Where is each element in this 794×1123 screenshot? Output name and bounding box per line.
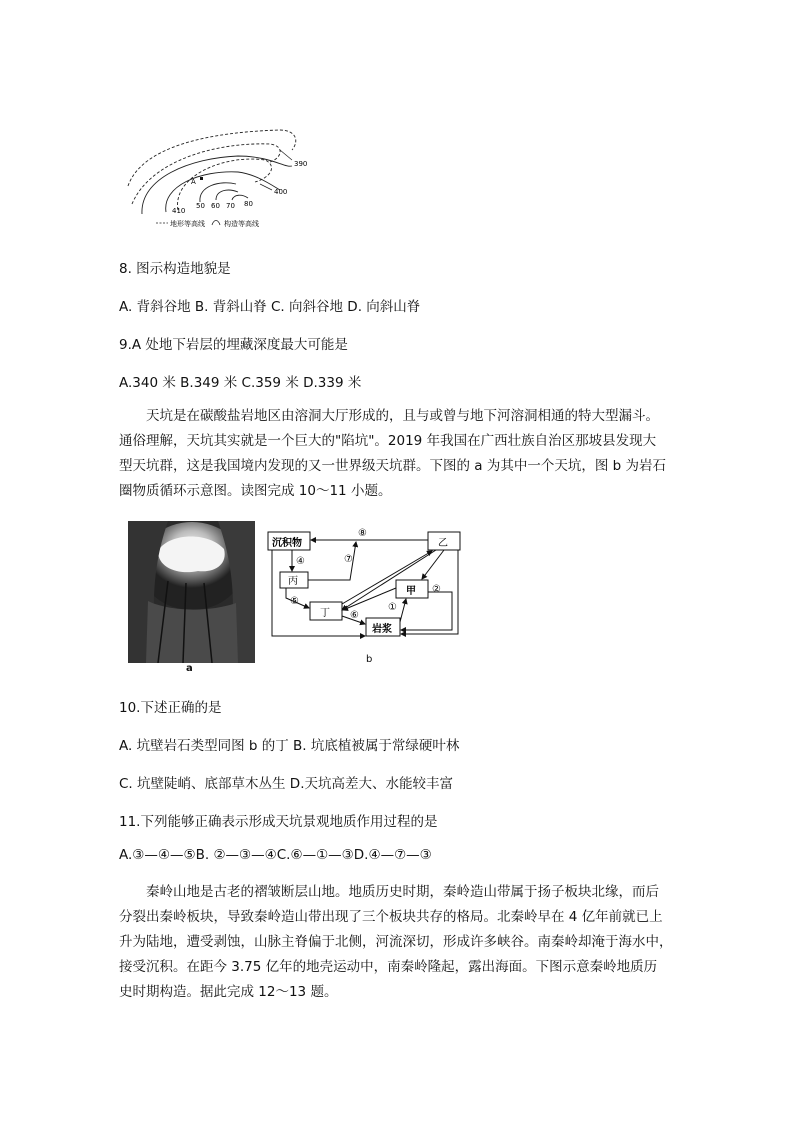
q10-options-line1: A. 坑壁岩石类型同图 b 的丁 B. 坑底植被属于常绿硬叶林 [119, 738, 460, 754]
passage1-line1: 天坑是在碳酸盐岩地区由溶洞大厅形成的，且与或曾与地下河溶洞相通的特大型漏斗。 [146, 408, 659, 424]
figure-b-caption: b [366, 654, 373, 665]
passage1-line3: 型天坑群，这是我国境内发现的又一世界级天坑群。下图的 a 为其中一个天坑，图 b 为岩石 [119, 458, 667, 474]
arrow-7-label: ⑦ [344, 554, 353, 565]
arrow-6-label: ⑥ [350, 610, 359, 621]
passage1-line4: 圈物质循环示意图。读图完成 10～11 小题。 [119, 483, 392, 499]
box-yi-label: 乙 [438, 538, 448, 549]
q10-options-line2: C. 坑壁陡峭、底部草木丛生 D.天坑高差大、水能较丰富 [119, 776, 453, 792]
figure-a-caption: a [186, 663, 193, 674]
q9-stem: 9.A 处地下岩层的埋藏深度最大可能是 [119, 337, 348, 353]
arrow-4-label: ④ [296, 556, 305, 567]
q9-options: A.340 米 B.349 米 C.359 米 D.339 米 [119, 375, 362, 391]
contour-label-50: 50 [196, 202, 205, 210]
contour-label-60: 60 [211, 202, 220, 210]
box-ding-label: 丁 [320, 608, 330, 619]
q8-stem: 8. 图示构造地貌是 [119, 261, 231, 277]
arrow-1-label: ① [388, 602, 397, 613]
contour-label-80: 80 [244, 200, 253, 208]
passage2-line4: 接受沉积。在距今 3.75 亿年的地壳运动中，南秦岭隆起，露出海面。下图示意秦岭地质历 [119, 959, 658, 975]
passage2-line3: 升为陆地，遭受剥蚀，山脉主脊偏于北侧，河流深切，形成许多峡谷。南秦岭却淹于海水中， [119, 934, 673, 950]
contour-label-400: 400 [274, 188, 288, 196]
arrow-5-label: ⑤ [290, 596, 299, 607]
box-sediment-label: 沉积物 [272, 538, 302, 549]
point-a-marker [200, 177, 203, 180]
contour-label-390: 390 [294, 160, 308, 168]
arrow-8-label: ⑧ [358, 528, 367, 539]
legend-structural: 构造等高线 [224, 220, 259, 228]
passage1-line2: 通俗理解，天坑其实就是一个巨大的"陷坑"。2019 年我国在广西壮族自治区那坡县发现大 [119, 433, 657, 449]
arrow-2-label: ② [432, 584, 441, 595]
passage2-line2: 分裂出秦岭板块，导致秦岭造山带出现了三个板块共存的格局。北秦岭早在 4 亿年前就已上 [119, 909, 663, 925]
contour-label-70: 70 [226, 202, 235, 210]
contour-label-410: 410 [172, 207, 186, 215]
contour-map [120, 126, 320, 230]
passage2-line1: 秦岭山地是古老的褶皱断层山地。地质历史时期，秦岭造山带属于扬子板块北缘，而后 [146, 884, 659, 900]
passage2-line5: 史时期构造。据此完成 12～13 题。 [119, 984, 338, 1000]
point-a-label: A [191, 178, 196, 186]
box-bing-label: 丙 [288, 576, 298, 587]
tiankeng-photo [128, 521, 255, 663]
q8-options: A. 背斜谷地 B. 背斜山脊 C. 向斜谷地 D. 向斜山脊 [119, 299, 421, 315]
box-jia-label: 甲 [406, 586, 416, 597]
legend-topographic: 地形等高线 [170, 220, 205, 228]
q11-options: A.③—④—⑤B. ②—③—④C.⑥—①—③D.④—⑦—③ [119, 847, 432, 863]
box-magma-label: 岩浆 [372, 624, 392, 635]
q11-stem: 11.下列能够正确表示形成天坑景观地质作用过程的是 [119, 814, 438, 830]
rock-cycle-diagram [264, 522, 464, 650]
passage-tiankeng [119, 404, 679, 504]
passage-qinling [119, 880, 679, 1005]
q10-stem: 10.下述正确的是 [119, 700, 222, 716]
